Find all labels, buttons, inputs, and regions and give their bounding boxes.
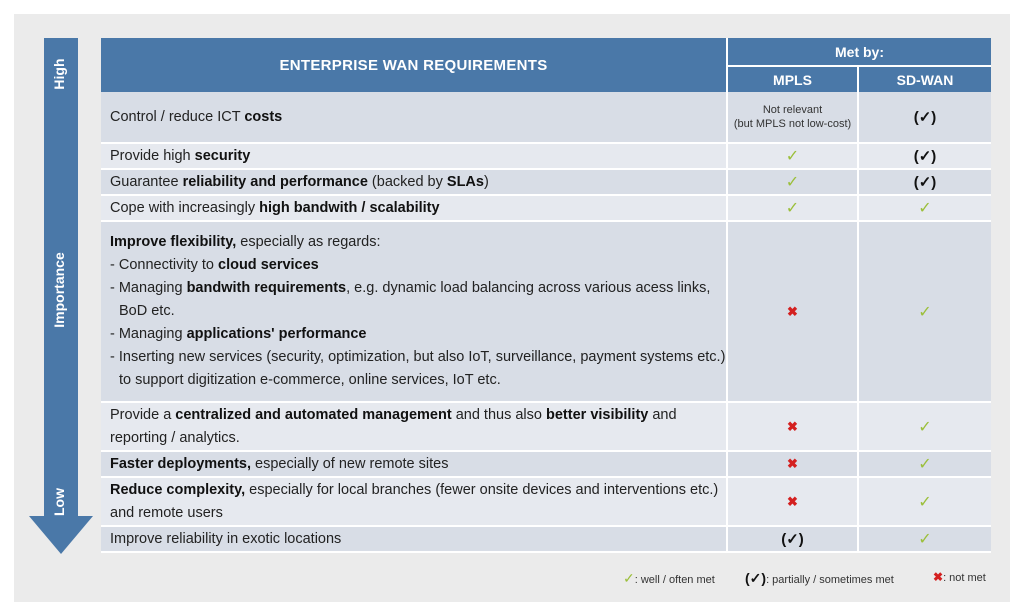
table-row [101,526,991,552]
table-row [101,477,991,526]
requirement-text: Guarantee reliability and performance (backed by SLAs) [101,169,727,195]
mpls-status [727,402,858,451]
check-icon: ✓ [918,493,932,511]
cross-icon: ✖ [787,418,798,434]
table-row [101,92,991,143]
mpls-column-header: MPLS [727,66,858,92]
importance-axis-label: Importance [51,252,67,328]
check-icon: ✓ [918,456,932,473]
sdwan-status [858,477,991,526]
sdwan-status [858,143,991,169]
mpls-status [727,477,858,526]
check-icon: ✓ [623,570,635,586]
partial-check-icon: (✓) [913,147,937,165]
table-row [101,451,991,477]
requirement-text: Cope with increasingly high bandwith / scalability [101,195,727,221]
requirement-text: Provide high security [101,143,727,169]
partial-check-icon: (✓) [781,530,804,548]
mpls-status: Not relevant (but MPLS not low-cost) [727,92,858,143]
legend-partially-met: (✓): partially / sometimes met [745,570,894,586]
requirements-header: ENTERPRISE WAN REQUIREMENTS [101,38,727,92]
cross-icon: ✖ [787,456,798,471]
requirement-text: Improve reliability in exotic locations [101,526,727,552]
mpls-status [727,221,858,402]
sdwan-column-header: SD-WAN [858,66,991,92]
met-by-header: Met by: [727,38,991,66]
legend-well-met: ✓: well / often met [623,570,715,586]
mpls-status [727,451,858,477]
partial-check-icon: (✓) [913,108,937,126]
table-row [101,402,991,451]
requirement-text: Reduce complexity, especially for local branches (fewer onsite devices and interventions etc.) and remote users [101,477,727,526]
cross-icon: ✖ [933,570,944,584]
cross-icon: ✖ [787,493,798,509]
table-row [101,169,991,195]
mpls-status [727,169,858,195]
sdwan-status [858,402,991,451]
check-icon: ✓ [918,303,932,321]
requirement-text: Provide a centralized and automated management and thus also better visibility and reporting / analytics. [101,402,727,451]
mpls-status [727,526,858,552]
legend-not-met: ✖: not met [933,570,986,584]
importance-low-label: Low [51,488,67,516]
requirement-text: Improve flexibility, especially as regards: - Connectivity to cloud services - Managing bandwith requirements, e.g. dynamic load balancing across various acess links, BoD etc. - Managing applications' performance - Inserting new services (security, optimization, but also IoT, surveillance, payment systems etc.) to support digitization e-commerce, online services, IoT etc. [101,221,727,402]
partial-check-icon: (✓) [913,173,937,191]
partial-check-icon: (✓) [745,570,767,586]
requirements-table [101,38,991,553]
check-icon: ✓ [918,418,932,436]
check-icon: ✓ [785,174,800,191]
check-icon: ✓ [918,531,932,548]
mpls-status [727,143,858,169]
table-row [101,221,991,402]
check-icon: ✓ [785,200,800,217]
sdwan-status [858,195,991,221]
check-icon: ✓ [918,200,932,217]
table-row [101,143,991,169]
requirement-text: Control / reduce ICT costs [101,92,727,143]
sdwan-status [858,92,991,143]
cross-icon: ✖ [787,303,798,319]
mpls-status [727,195,858,221]
sdwan-status [858,169,991,195]
importance-high-label: High [51,58,67,90]
table-row [101,195,991,221]
requirement-text: Faster deployments, especially of new remote sites [101,451,727,477]
sdwan-status [858,451,991,477]
check-icon: ✓ [785,148,800,165]
sdwan-status [858,221,991,402]
sdwan-status [858,526,991,552]
